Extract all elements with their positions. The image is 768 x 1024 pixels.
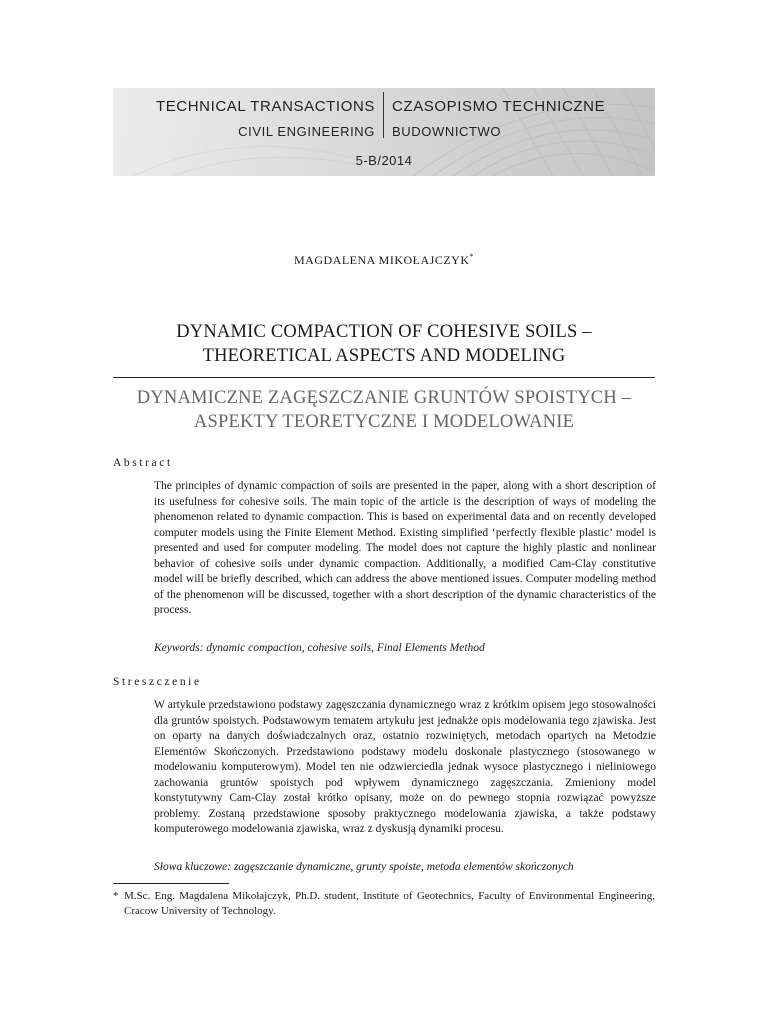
streszczenie-text: W artykule przedstawiono podstawy zagęszczania dynamicznego wraz z krótkim opisem jego stosowalności dla gruntów spoistych. Podstawowym tematem artykułu jest jednakże opis modelowania tego zjawiska. Jest on oparty na danych doświadczalnych oraz, ostatnio rozwiniętych, metodach opartych na Metodzie Elementów Skończonych. Przedstawiono podstawy modelu doskonale plastycznego (stosowanego w modelowaniu komputerowym). Model ten nie odzwierciedla jednak wysoce plastycznego i nieliniowego zachowania gruntów spoistych pod wpływem dynamicznego zagęszczania. Zmieniony model konstytutywny Cam-Clay został krótko opisany, może on do pewnego stopnia rozwiązać powyższe problemy. Zostaną przedstawione sposoby praktycznego modelowania zjawiska, a także podstawy komputerowego modelowania zjawiska, wraz z dyskusją dynamiki procesu. bbox=[154, 699, 656, 835]
banner-divider bbox=[383, 92, 384, 138]
author-line bbox=[0, 252, 768, 268]
paper-title-en-line2: THEORETICAL ASPECTS AND MODELING bbox=[202, 346, 566, 366]
author-name: MAGDALENA MIKOŁAJCZYK bbox=[294, 253, 470, 267]
footnote-rule bbox=[113, 883, 229, 884]
journal-title-en: TECHNICAL TRANSACTIONS bbox=[155, 98, 375, 115]
title-divider bbox=[113, 377, 655, 378]
abstract-heading: Abstract bbox=[113, 457, 173, 469]
paper-title-pl-line2: ASPEKTY TEORETYCZNE I MODELOWANIE bbox=[193, 412, 575, 432]
journal-title-pl: CZASOPISMO TECHNICZNE bbox=[392, 98, 606, 115]
journal-banner bbox=[113, 88, 655, 176]
footnote bbox=[113, 889, 655, 919]
abstract-keywords: Keywords: dynamic compaction, cohesive soils, Final Elements Method bbox=[154, 642, 485, 654]
footnote-mark: * bbox=[113, 890, 119, 902]
streszczenie-heading: Streszczenie bbox=[113, 676, 202, 688]
paper-title-en-line1: DYNAMIC COMPACTION OF COHESIVE SOILS – bbox=[176, 322, 592, 342]
paper-title-pl-line1: DYNAMICZNE ZAGĘSZCZANIE GRUNTÓW SPOISTYCH – bbox=[136, 388, 632, 408]
author-footnote-mark[interactable]: * bbox=[469, 252, 474, 261]
paper-title-pl bbox=[113, 386, 655, 434]
journal-series-pl: BUDOWNICTWO bbox=[392, 124, 502, 139]
journal-series-en: CIVIL ENGINEERING bbox=[238, 124, 375, 139]
journal-issue: 5-B/2014 bbox=[355, 153, 413, 168]
footnote-text: M.Sc. Eng. Magdalena Mikołajczyk, Ph.D. student, Institute of Geotechnics, Faculty of Environmental Engineering, Cracow University of Technology. bbox=[124, 890, 655, 917]
abstract-text: The principles of dynamic compaction of soils are presented in the paper, along with a short description of its usefulness for cohesive soils. The main topic of the article is the description of ways of modeling the phenomenon related to dynamic compaction. This is based on experimental data and on recently developed computer models using the Finite Element Method. Existing simplified ‘perfectly flexible plastic’ model is presented and used for computer modeling. The model does not capture the highly plastic and nonlinear behavior of cohesive soils under dynamic compaction. Additionally, a modified Cam-Clay constitutive model will be briefly described, which can address the above mentioned issues. Computer modeling method of the phenomenon will be discussed, together with a short description of the dynamic characteristics of the process. bbox=[154, 480, 656, 616]
paper-title-en bbox=[113, 320, 655, 368]
streszczenie-keywords: Słowa kluczowe: zagęszczanie dynamiczne, grunty spoiste, metoda elementów skończonych bbox=[154, 861, 574, 873]
